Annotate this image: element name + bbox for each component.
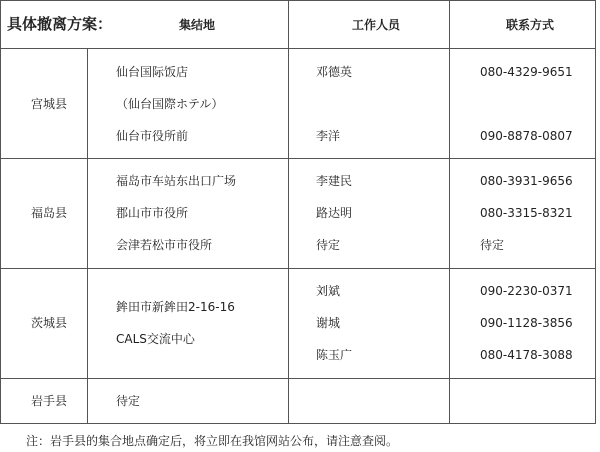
staff-name: 邓德英 (316, 65, 353, 79)
prefecture-name: 岩手县 (31, 394, 68, 408)
prefecture-name: 宫城县 (31, 97, 68, 111)
row-divider (1, 158, 595, 159)
phone-number: 090-8878-0807 (480, 129, 573, 143)
staff-name: 谢城 (316, 316, 341, 330)
footnote: 注：岩手县的集合地点确定后，将立即在我馆网站公布，请注意查阅。 (26, 434, 399, 448)
phone-number: 080-3315-8321 (480, 206, 573, 220)
assembly-place: CALS交流中心 (116, 332, 195, 346)
phone-number: 090-2230-0371 (480, 284, 573, 298)
assembly-place: 仙台市役所前 (116, 129, 189, 143)
column-divider (288, 1, 289, 424)
row-divider (1, 268, 595, 269)
staff-name: 刘斌 (316, 284, 341, 298)
assembly-place: （仙台国際ホテル） (116, 97, 224, 111)
staff-name: 路达明 (316, 206, 353, 220)
staff-name: 待定 (316, 238, 341, 252)
column-divider (449, 1, 450, 424)
staff-name: 李洋 (316, 129, 341, 143)
assembly-place: 待定 (116, 394, 141, 408)
header-assembly: 集结地 (179, 18, 216, 32)
phone-number: 080-4329-9651 (480, 65, 573, 79)
header-contact: 联系方式 (506, 18, 555, 32)
phone-number: 080-4178-3088 (480, 348, 573, 362)
page-title: 具体撤离方案： (7, 15, 113, 33)
row-divider (1, 378, 595, 379)
phone-number: 待定 (480, 238, 505, 252)
assembly-place: 郡山市市役所 (116, 206, 189, 220)
prefecture-name: 茨城县 (31, 316, 68, 330)
assembly-place: 福岛市车站东出口广场 (116, 174, 237, 188)
assembly-place: 仙台国际饭店 (116, 65, 189, 79)
column-divider (87, 48, 88, 424)
row-divider (1, 48, 595, 49)
prefecture-name: 福岛县 (31, 206, 68, 220)
staff-name: 李建民 (316, 174, 353, 188)
phone-number: 080-3931-9656 (480, 174, 573, 188)
staff-name: 陈玉广 (316, 348, 353, 362)
assembly-place: 鉾田市新鉾田2-16-16 (116, 300, 235, 314)
assembly-place: 会津若松市市役所 (116, 238, 213, 252)
phone-number: 090-1128-3856 (480, 316, 573, 330)
header-staff: 工作人员 (352, 18, 401, 32)
